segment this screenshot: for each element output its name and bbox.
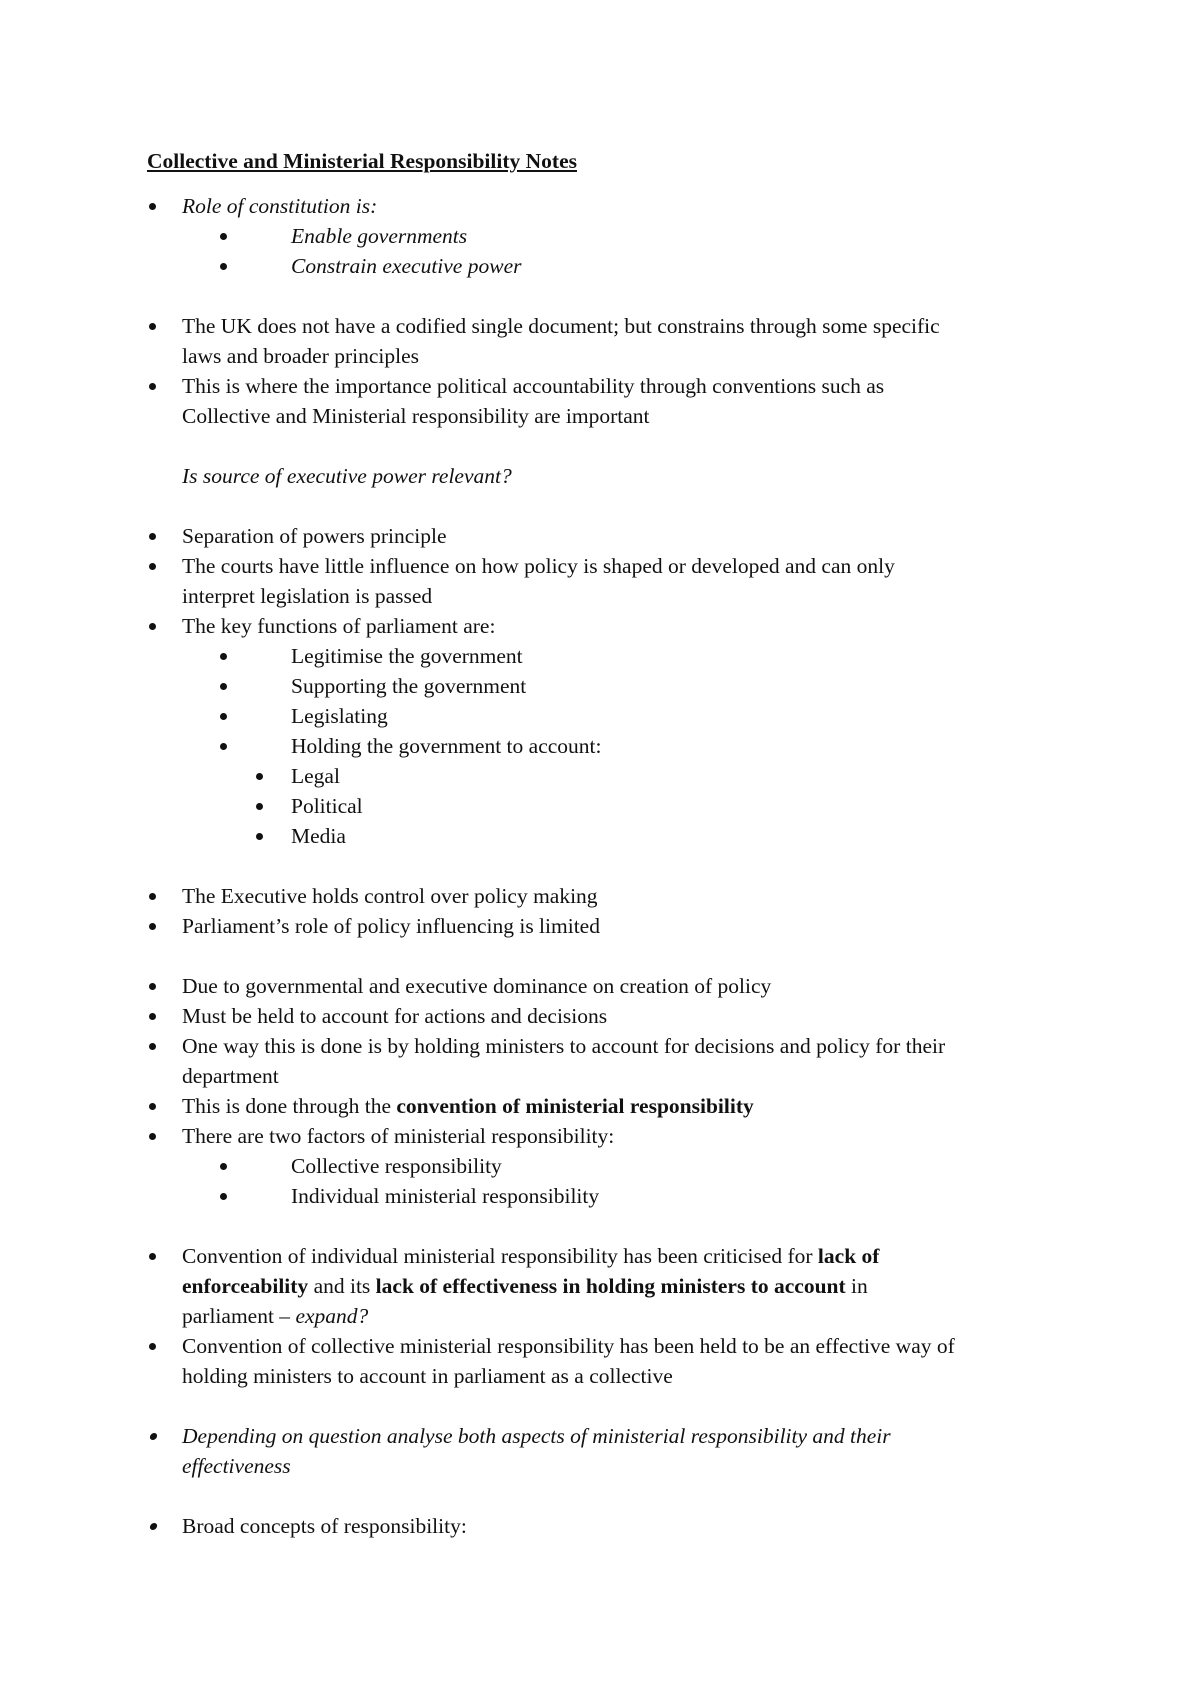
- bullet: [220, 683, 227, 690]
- text-line: Political: [291, 794, 363, 818]
- text-line: Due to governmental and executive dominance on creation of policy: [182, 974, 772, 998]
- bold-term: enforceability: [182, 1274, 309, 1298]
- text-line: Collective and Ministerial responsibility are important: [182, 404, 650, 428]
- text-line: Role of constitution is:: [182, 194, 378, 218]
- bullet: [149, 1343, 156, 1350]
- bullet: [220, 713, 227, 720]
- bullet: [149, 1103, 156, 1110]
- text-line: Must be held to account for actions and decisions: [182, 1004, 608, 1028]
- text-line: department: [182, 1064, 279, 1088]
- bullet: [149, 1133, 156, 1140]
- text-line: Collective responsibility: [291, 1154, 502, 1178]
- bullet: [149, 533, 156, 540]
- text-line: holding ministers to account in parliament as a collective: [182, 1364, 673, 1388]
- text-line: [182, 1241, 879, 1271]
- text-line: Constrain executive power: [291, 254, 522, 278]
- text-line: Legislating: [291, 704, 388, 728]
- bullet: [220, 263, 227, 270]
- bullet: [220, 743, 227, 750]
- bullet: [149, 323, 156, 330]
- bullet: [220, 1163, 227, 1170]
- text-line: [182, 1091, 754, 1121]
- bullet: [149, 1253, 156, 1260]
- text-line: Supporting the government: [291, 674, 527, 698]
- bold-term: lack of: [817, 1244, 880, 1268]
- text-line: The UK does not have a codified single document; but constrains through some specific: [182, 314, 940, 338]
- text-segment: parliament –: [182, 1304, 296, 1328]
- bullet: [220, 1193, 227, 1200]
- text-line: Legal: [291, 764, 340, 788]
- text-line: The key functions of parliament are:: [182, 614, 496, 638]
- bullet: [256, 833, 263, 840]
- text-line: Media: [291, 824, 346, 848]
- bullet: [149, 1013, 156, 1020]
- bold-term: lack of effectiveness in holding ministers to account: [375, 1274, 846, 1298]
- bullet: [149, 1043, 156, 1050]
- text-segment: in: [845, 1274, 868, 1298]
- bullet: [149, 563, 156, 570]
- text-segment: and its: [308, 1274, 376, 1298]
- bullet: [149, 623, 156, 630]
- text-line: Individual ministerial responsibility: [291, 1184, 600, 1208]
- bullet: [149, 1523, 157, 1530]
- bullet: [149, 983, 156, 990]
- text-line: effectiveness: [182, 1454, 291, 1478]
- bullet: [220, 653, 227, 660]
- bullet: [256, 773, 263, 780]
- text-line: Separation of powers principle: [182, 524, 447, 548]
- text-line: There are two factors of ministerial responsibility:: [182, 1124, 615, 1148]
- text-line: Parliament’s role of policy influencing is limited: [182, 914, 600, 938]
- bullet: [149, 203, 156, 210]
- text-segment: This is done through the: [182, 1094, 397, 1118]
- page-title: Collective and Ministerial Responsibility Notes: [147, 149, 577, 173]
- text-line: This is where the importance political accountability through conventions such as: [182, 374, 885, 398]
- bullet: [149, 1433, 157, 1440]
- text-line: Convention of collective ministerial responsibility has been held to be an effective way of: [182, 1334, 955, 1358]
- text-line: Enable governments: [291, 224, 468, 248]
- text-line: laws and broader principles: [182, 344, 420, 368]
- bullet: [220, 233, 227, 240]
- text-segment: Convention of individual ministerial responsibility has been criticised for: [182, 1244, 818, 1268]
- text-line: interpret legislation is passed: [182, 584, 433, 608]
- text-line: One way this is done is by holding ministers to account for decisions and policy for their: [182, 1034, 946, 1058]
- bullet: [256, 803, 263, 810]
- bullet: [149, 923, 156, 930]
- question-line: Is source of executive power relevant?: [182, 464, 512, 488]
- italic-note: expand?: [295, 1304, 369, 1328]
- bold-term: convention of ministerial responsibility: [396, 1094, 754, 1118]
- bullet: [149, 893, 156, 900]
- text-line: Broad concepts of responsibility:: [182, 1514, 467, 1538]
- text-line: The Executive holds control over policy making: [182, 884, 598, 908]
- text-line: The courts have little influence on how policy is shaped or developed and can only: [182, 554, 895, 578]
- text-line: Depending on question analyse both aspects of ministerial responsibility and their: [182, 1424, 891, 1448]
- text-line: [182, 1271, 868, 1301]
- text-line: Legitimise the government: [291, 644, 523, 668]
- bullet: [149, 383, 156, 390]
- text-line: Holding the government to account:: [291, 734, 602, 758]
- text-line: [182, 1301, 368, 1331]
